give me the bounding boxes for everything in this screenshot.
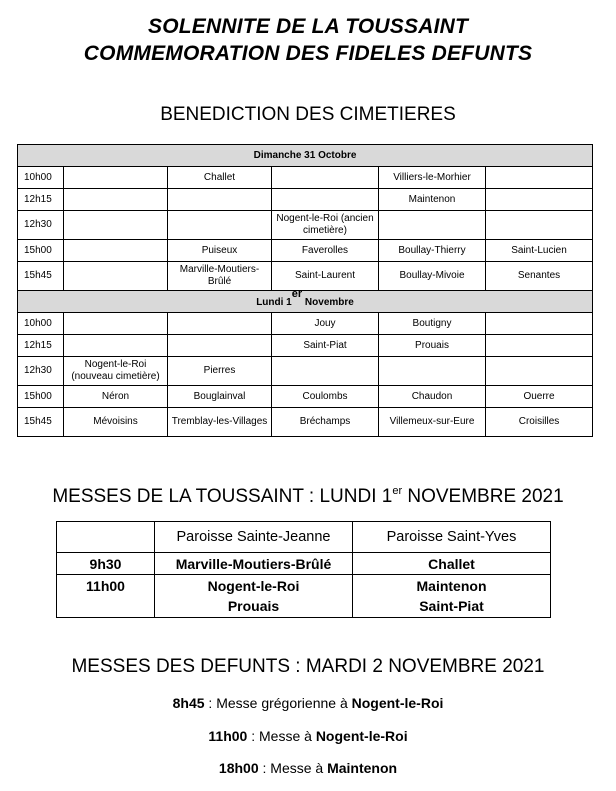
cell	[486, 189, 593, 211]
cell	[486, 211, 593, 240]
cell	[272, 189, 379, 211]
cell	[272, 357, 379, 386]
cell	[64, 240, 168, 262]
cell: Saint-Laurent	[272, 262, 379, 291]
cell: Challet	[353, 553, 551, 575]
cell: Boutigny	[379, 313, 486, 335]
cell	[168, 313, 272, 335]
table-row	[18, 335, 593, 357]
cell-line: Prouais	[227, 598, 280, 614]
cell	[272, 167, 379, 189]
cell	[486, 357, 593, 386]
cell-line: Maintenon	[416, 578, 487, 594]
toussaint-table	[56, 521, 551, 618]
cell: Pierres	[168, 357, 272, 386]
parish-header: Paroisse Saint-Yves	[353, 522, 551, 553]
cell: Boullay-Thierry	[379, 240, 486, 262]
cell	[486, 335, 593, 357]
table-row	[18, 189, 593, 211]
cell: Ouerre	[486, 386, 593, 408]
cell	[486, 167, 593, 189]
defunt-line: 11h00 : Messe à Nogent-le-Roi	[208, 728, 408, 744]
cell: Villemeux-sur-Eure	[379, 408, 486, 437]
time-cell: 12h30	[18, 357, 64, 386]
day-label: Dimanche 31 Octobre	[18, 145, 593, 167]
cell-line: Saint-Piat	[419, 598, 484, 614]
cell: Saint-Piat	[272, 335, 379, 357]
cell: Boullay-Mivoie	[379, 262, 486, 291]
cell	[168, 211, 272, 240]
cell: Marville-Moutiers-Brûlé	[155, 553, 353, 575]
cell: Challet	[168, 167, 272, 189]
time-cell: 12h15	[18, 189, 64, 211]
parish-header: Paroisse Sainte-Jeanne	[155, 522, 353, 553]
defunt-line: 8h45 : Messe grégorienne à Nogent-le-Roi	[172, 695, 444, 711]
time-cell: 10h00	[18, 313, 64, 335]
cell: Tremblay-les-Villages	[168, 408, 272, 437]
table-row	[18, 357, 593, 386]
cell: Villiers-le-Morhier	[379, 167, 486, 189]
cell: Chaudon	[379, 386, 486, 408]
day-row	[18, 291, 593, 313]
blessing-table	[17, 144, 593, 437]
cell: Prouais	[379, 335, 486, 357]
cell	[168, 335, 272, 357]
cell	[486, 313, 593, 335]
defunt-line: 18h00 : Messe à Maintenon	[218, 760, 398, 776]
time-cell: 15h45	[18, 262, 64, 291]
table-row	[18, 313, 593, 335]
cell: Senantes	[486, 262, 593, 291]
title-line-1: SOLENNITE DE LA TOUSSAINT	[147, 15, 469, 38]
table-row	[18, 386, 593, 408]
table-row	[18, 262, 593, 291]
cell	[64, 262, 168, 291]
title-line-2: COMMEMORATION DES FIDELES DEFUNTS	[83, 42, 533, 65]
cell	[379, 357, 486, 386]
time-cell: 15h00	[18, 386, 64, 408]
cell: Jouy	[272, 313, 379, 335]
table-row	[18, 240, 593, 262]
cell: Nogent-le-Roi (nouveau cimetière)	[64, 357, 168, 386]
cell: Bréchamps	[272, 408, 379, 437]
time-cell: 10h00	[18, 167, 64, 189]
table-header-row	[57, 522, 551, 553]
cell	[168, 189, 272, 211]
cell: Maintenon	[379, 189, 486, 211]
time-cell: 15h00	[18, 240, 64, 262]
toussaint-heading: MESSES DE LA TOUSSAINT : LUNDI 1er NOVEMBRE 2021	[52, 485, 564, 507]
table-row	[57, 575, 551, 618]
day-label: Lundi 1er Novembre	[18, 291, 593, 313]
table-row	[18, 167, 593, 189]
cell	[64, 211, 168, 240]
cell: Coulombs	[272, 386, 379, 408]
time-cell: 12h30	[18, 211, 64, 240]
blessing-heading: BENEDICTION DES CIMETIERES	[160, 104, 456, 125]
time-cell: 15h45	[18, 408, 64, 437]
cell: Faverolles	[272, 240, 379, 262]
time-cell: 9h30	[57, 553, 155, 575]
cell	[64, 335, 168, 357]
cell	[64, 167, 168, 189]
defunts-heading: MESSES DES DEFUNTS : MARDI 2 NOVEMBRE 2021	[71, 656, 545, 677]
cell: Bouglainval	[168, 386, 272, 408]
cell: Croisilles	[486, 408, 593, 437]
time-cell: 11h00	[57, 575, 155, 618]
cell: Saint-Lucien	[486, 240, 593, 262]
cell: Nogent-le-Roi (ancien cimetière)	[272, 211, 379, 240]
cell	[155, 575, 353, 618]
day-row	[18, 145, 593, 167]
table-row	[18, 408, 593, 437]
table-row	[57, 553, 551, 575]
cell: Mévoisins	[64, 408, 168, 437]
cell-line: Nogent-le-Roi	[207, 578, 300, 594]
cell: Marville-Moutiers-Brûlé	[168, 262, 272, 291]
cell	[64, 189, 168, 211]
cell: Puiseux	[168, 240, 272, 262]
cell	[379, 211, 486, 240]
cell: Néron	[64, 386, 168, 408]
table-row	[18, 211, 593, 240]
cell	[64, 313, 168, 335]
empty-header-cell	[57, 522, 155, 553]
time-cell: 12h15	[18, 335, 64, 357]
cell	[353, 575, 551, 618]
